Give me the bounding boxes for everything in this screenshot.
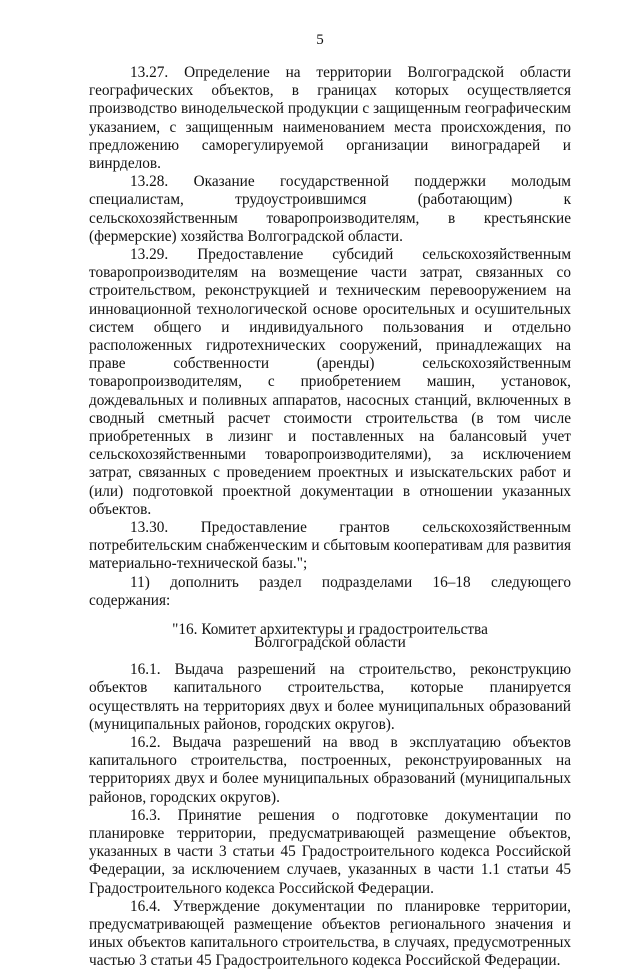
section-heading-16 bbox=[89, 621, 571, 652]
paragraph-16-4: 16.4. Утверждение документации по планировке территории, предусматривающей размещение объектов регионального значения и иных объектов капитального строительства, в случаях, предусмотренных частью 3 статьи 45 Градостроительного кодекса Российской Федерации. bbox=[89, 897, 571, 970]
document-body bbox=[89, 64, 571, 971]
paragraph-13-30: 13.30. Предоставление грантов сельскохозяйственным потребительским снабженческим и сбытовым кооперативам для развития материально-технической базы."; bbox=[89, 519, 571, 573]
paragraph-16-1: 16.1. Выдача разрешений на строительство, реконструкцию объектов капитального строительства, которые планируется осуществлять на территориях двух и более муниципальных образований (муниципальных районов, городских округов). bbox=[89, 661, 571, 733]
paragraph-16-3: 16.3. Принятие решения о подготовке документации по планировке территории, предусматривающей размещение объектов, указанных в части 3 статьи 45 Градостроительного кодекса Российской Федерации, за исключением случаев, указанных в части 1.1 статьи 45 Градостроительного кодекса Российской Федерации. bbox=[89, 806, 571, 897]
paragraph-16-2: 16.2. Выдача разрешений на ввод в эксплуатацию объектов капитального строительства, построенных, реконструированных на территориях двух и более муниципальных образований (муниципальных районов, городских округов). bbox=[89, 733, 571, 806]
section-heading-line-1: "16. Комитет архитектуры и градостроительства bbox=[172, 621, 488, 639]
paragraph-13-28: 13.28. Оказание государственной поддержки молодым специалистам, трудоустроившимся (работающим) к сельскохозяйственным товаропроизводителям, в крестьянские (фермерские) хозяйства Волгоградской области. bbox=[89, 173, 571, 245]
paragraph-13-27: 13.27. Определение на территории Волгоградской области географических объектов, в границах которых осуществляется производство винодельческой продукции с защищенным географическим указанием, с защищенным наименованием места происхождения, по предложению саморегулируемой организации виноградарей и винрделов. bbox=[89, 64, 571, 173]
page-number: 5 bbox=[316, 32, 324, 48]
paragraph-13-29: 13.29. Предоставление субсидий сельскохозяйственным товаропроизводителям на возмещение части затрат, связанных со строительством, реконструкцией и техническим перевооружением на инновационной технологической основе оросительных и осушительных систем общего и индивидуального пользования и отдельно расположенных гидротехнических сооружений, принадлежащих на праве собственности (аренды) сельскохозяйственным товаропроизводителям, с приобретением машин, установок, дождевальных и поливных аппаратов, насосных станций, включенных в сводный сметный расчет стоимости строительства (в том числе приобретенных в лизинг и поставленных на балансовый учет сельскохозяйственными товаропроизводителями), за исключением затрат, связанных с проведением проектных и изыскательских работ и (или) подготовкой проектной документации в отношении указанных объектов. bbox=[89, 246, 571, 518]
paragraph-item-11: 11) дополнить раздел подразделами 16–18 следующего содержания: bbox=[89, 573, 571, 609]
section-heading-line-2: Волгоградской области bbox=[254, 634, 406, 652]
